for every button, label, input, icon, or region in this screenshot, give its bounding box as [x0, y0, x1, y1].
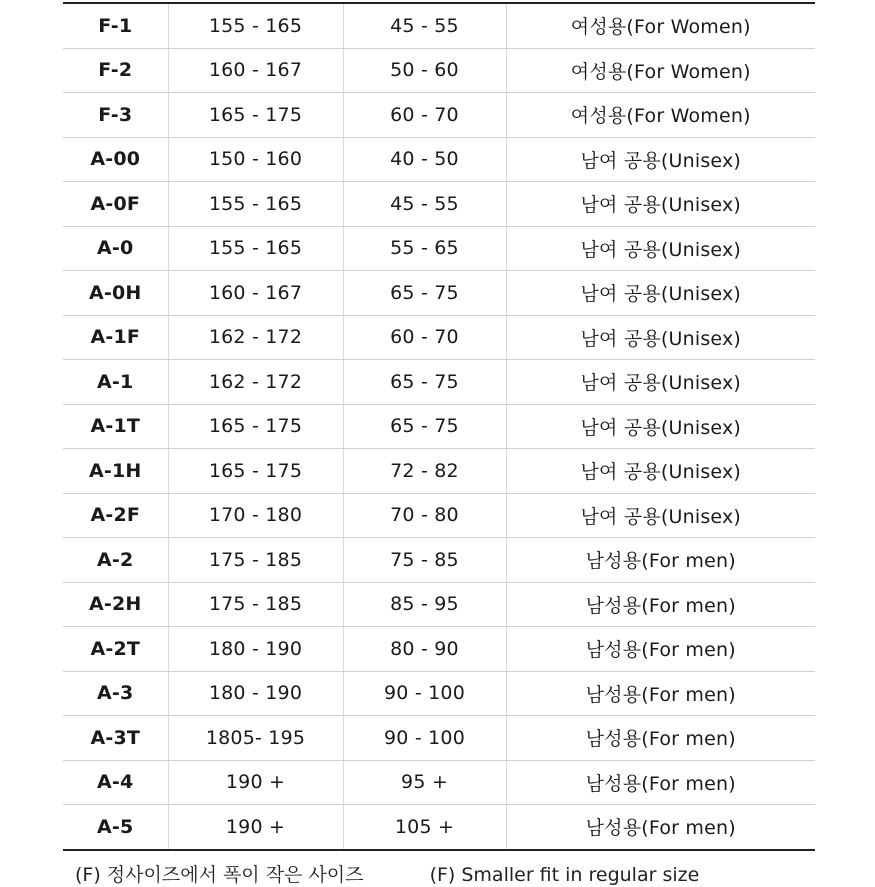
size-cell: A-5	[97, 815, 134, 838]
size-cell: A-4	[63, 760, 168, 805]
size-cell: A-3T	[63, 716, 168, 761]
weight-cell: 55 - 65	[343, 226, 506, 271]
size-cell: A-1	[63, 360, 168, 405]
size-cell: A-2T	[63, 627, 168, 672]
table-row	[63, 93, 815, 138]
type-cell: 남여 공용(Unisex)	[506, 404, 815, 449]
size-cell: A-3	[63, 671, 168, 716]
table-row	[63, 760, 815, 805]
height-cell: 175 - 185	[168, 538, 343, 583]
height-cell: 180 - 190	[168, 671, 343, 716]
type-cell: 남여 공용(Unisex)	[506, 271, 815, 316]
table-row	[63, 182, 815, 227]
weight-cell: 50 - 60	[343, 48, 506, 93]
height-cell: 162 - 172	[168, 360, 343, 405]
height-cell: 150 - 160	[168, 137, 343, 182]
weight-cell: 65 - 75	[343, 404, 506, 449]
weight-cell: 80 - 90	[343, 627, 506, 672]
weight-cell: 90 - 100	[343, 716, 506, 761]
weight-cell: 95 +	[343, 760, 506, 805]
table-row	[63, 582, 815, 627]
table-row	[63, 805, 815, 850]
type-cell: 남여 공용(Unisex)	[506, 315, 815, 360]
size-cell: A-0	[63, 226, 168, 271]
table-row	[63, 538, 815, 583]
type-cell: 남성용(For men)	[506, 760, 815, 805]
size-cell: F-1	[63, 3, 168, 48]
type-cell: 남여 공용(Unisex)	[506, 137, 815, 182]
table-row	[63, 449, 815, 494]
type-cell: 남성용(For men)	[506, 582, 815, 627]
weight-cell: 85 - 95	[343, 582, 506, 627]
height-cell: 170 - 180	[168, 493, 343, 538]
footnote-korean: (F) 정사이즈에서 폭이 작은 사이즈	[75, 864, 364, 886]
weight-cell: 40 - 50	[343, 137, 506, 182]
weight-cell: 72 - 82	[343, 449, 506, 494]
weight-cell: 90 - 100	[343, 671, 506, 716]
weight-cell: 60 - 70	[343, 93, 506, 138]
weight-cell: 70 - 80	[343, 493, 506, 538]
height-cell: 165 - 175	[168, 404, 343, 449]
type-cell: 남성용(For men)	[506, 627, 815, 672]
type-cell: 남여 공용(Unisex)	[506, 449, 815, 494]
height-cell: 155 - 165	[168, 3, 343, 48]
size-cell: A-0H	[63, 271, 168, 316]
height-cell: 190 +	[168, 760, 343, 805]
height-cell: 165 - 175	[168, 449, 343, 494]
size-cell: A-1F	[63, 315, 168, 360]
table-row	[63, 271, 815, 316]
size-cell: A-2H	[63, 582, 168, 627]
weight-cell: 105 +	[343, 805, 506, 850]
type-cell: 남성용(For men)	[506, 716, 815, 761]
height-cell: 160 - 167	[168, 271, 343, 316]
weight-cell: 45 - 55	[343, 3, 506, 48]
table-row	[63, 48, 815, 93]
table-row	[63, 137, 815, 182]
table-row	[63, 493, 815, 538]
height-cell: 190 +	[168, 805, 343, 850]
size-chart-body	[63, 3, 815, 850]
type-cell: 남여 공용(Unisex)	[506, 226, 815, 271]
size-cell: A-00	[63, 137, 168, 182]
type-cell: 남성용(For men)	[506, 671, 815, 716]
height-cell: 180 - 190	[168, 627, 343, 672]
size-chart-table	[63, 2, 815, 851]
size-cell: A-1T	[63, 404, 168, 449]
type-cell: 남성용(For men)	[506, 538, 815, 583]
table-row	[63, 716, 815, 761]
height-cell: 155 - 165	[168, 226, 343, 271]
size-cell: A-1H	[63, 449, 168, 494]
height-cell: 1805- 195	[168, 716, 343, 761]
type-cell: 남여 공용(Unisex)	[506, 182, 815, 227]
type-cell: 여성용(For Women)	[506, 93, 815, 138]
table-row	[63, 627, 815, 672]
type-cell: 남성용(For men)	[506, 805, 815, 850]
height-cell: 175 - 185	[168, 582, 343, 627]
size-cell: F-2	[63, 48, 168, 93]
table-row	[63, 315, 815, 360]
size-chart-table-wrapper	[63, 2, 815, 851]
table-row	[63, 360, 815, 405]
type-cell: 여성용(For Women)	[506, 48, 815, 93]
height-cell: 162 - 172	[168, 315, 343, 360]
size-cell: A-2	[63, 538, 168, 583]
weight-cell: 45 - 55	[343, 182, 506, 227]
type-cell: 남여 공용(Unisex)	[506, 493, 815, 538]
weight-cell: 65 - 75	[343, 360, 506, 405]
weight-cell: 60 - 70	[343, 315, 506, 360]
height-cell: 160 - 167	[168, 48, 343, 93]
table-row	[63, 3, 815, 48]
height-cell: 155 - 165	[168, 182, 343, 227]
footnote	[75, 860, 835, 887]
weight-cell: 75 - 85	[343, 538, 506, 583]
size-cell: A-2F	[63, 493, 168, 538]
table-row	[63, 671, 815, 716]
type-cell: 남여 공용(Unisex)	[506, 360, 815, 405]
table-row	[63, 404, 815, 449]
weight-cell: 65 - 75	[343, 271, 506, 316]
size-cell: F-3	[63, 93, 168, 138]
table-row	[63, 226, 815, 271]
type-cell: 여성용(For Women)	[506, 3, 815, 48]
height-cell: 165 - 175	[168, 93, 343, 138]
footnote-english: (F) Smaller fit in regular size	[429, 864, 700, 886]
size-cell: A-0F	[63, 182, 168, 227]
